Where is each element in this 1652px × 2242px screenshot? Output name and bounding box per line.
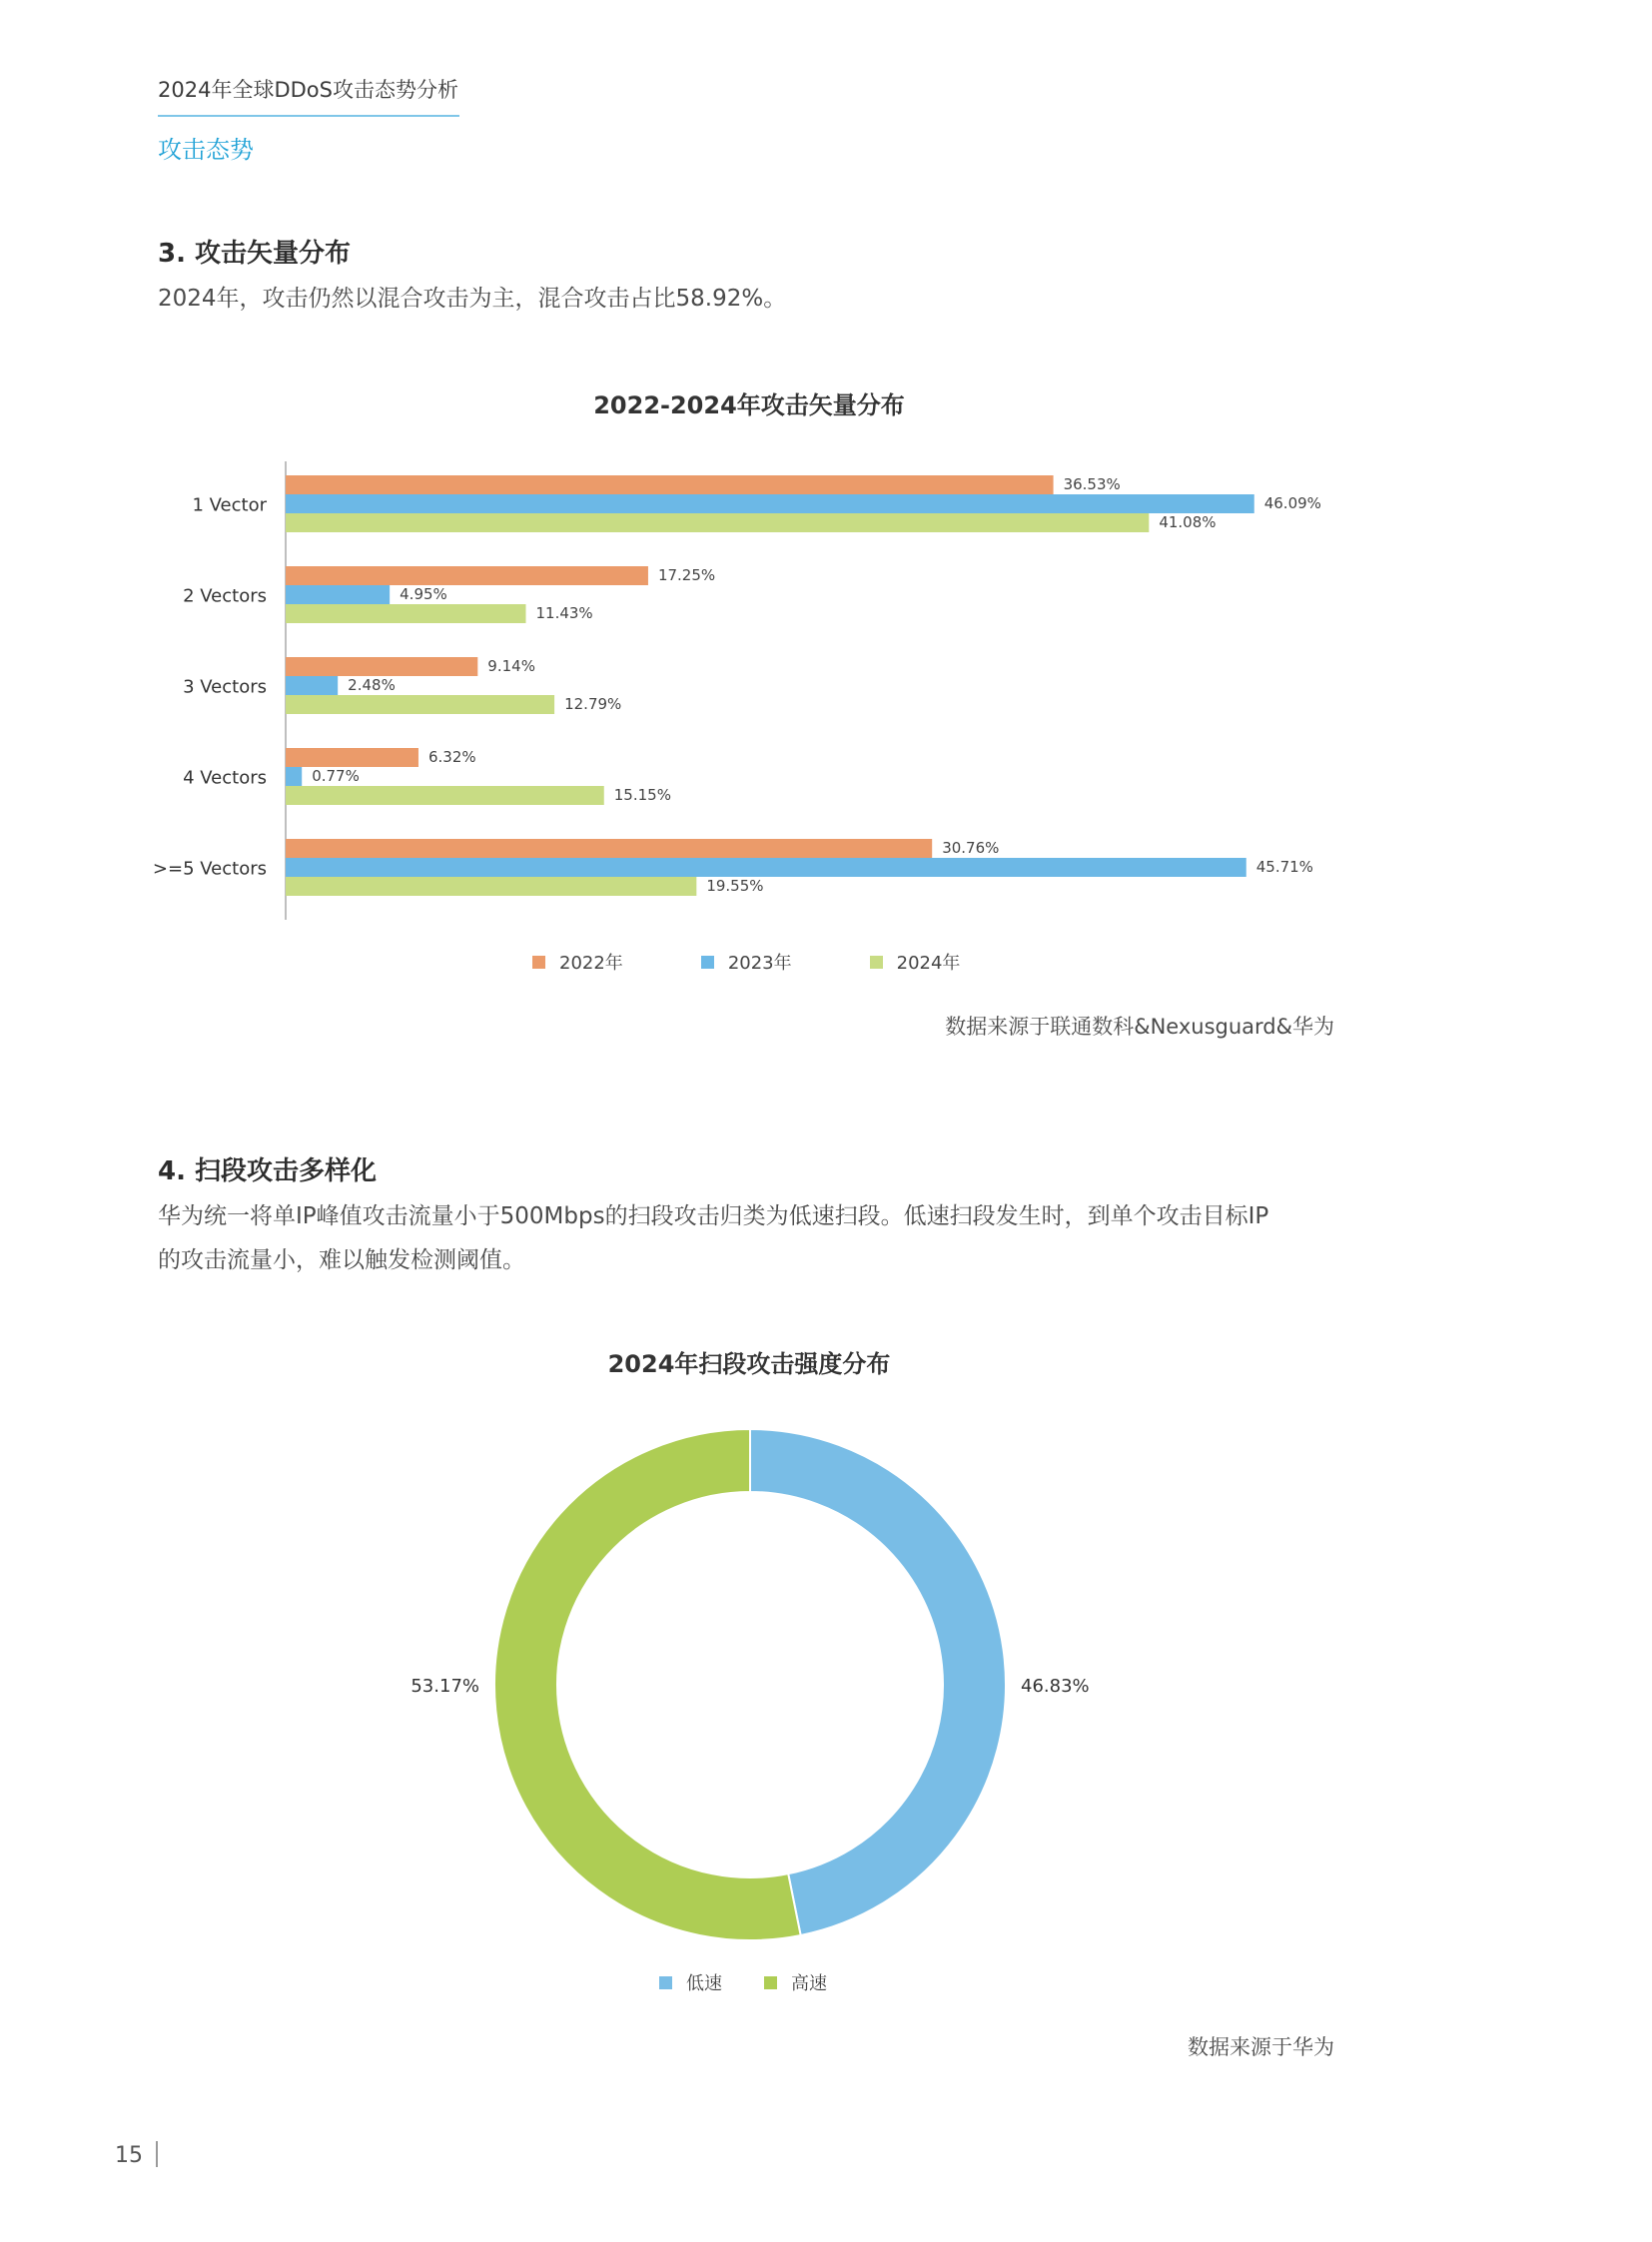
category-label-4-vectors: 4 Vectors xyxy=(183,767,267,789)
donut-slice-low-speed xyxy=(750,1429,1006,1935)
legend-label-high-speed: 高速 xyxy=(791,1973,827,1994)
bar-chart-legend xyxy=(532,949,960,975)
bar-2023-5-vectors xyxy=(286,858,1246,877)
legend-swatch-2024 xyxy=(870,956,883,969)
legend-swatch-high-speed xyxy=(764,1976,777,1989)
donut-chart-title: 2024年扫段攻击强度分布 xyxy=(607,1350,891,1378)
bar-2024-1-vector xyxy=(286,513,1149,532)
bar-2022-3-vectors xyxy=(286,657,477,676)
category-label-5-vectors: >=5 Vectors xyxy=(152,858,267,880)
category-label-1-vector: 1 Vector xyxy=(192,494,267,516)
data-label-2022-3-vectors: 9.14% xyxy=(487,657,535,675)
data-label-2023-3-vectors: 2.48% xyxy=(348,676,396,694)
section-tag: 攻击态势 xyxy=(158,136,254,164)
legend-item-2023 xyxy=(701,949,792,975)
page-number: 15 xyxy=(115,2143,143,2168)
data-label-2023-5-vectors: 45.71% xyxy=(1255,858,1313,876)
legend-item-low-speed xyxy=(659,1969,722,1995)
section4-paragraph-line2: 的攻击流量小，难以触发检测阈值。 xyxy=(158,1247,525,1273)
data-label-2024-2-vectors: 11.43% xyxy=(535,604,593,622)
donut-chart-legend xyxy=(659,1969,827,1995)
donut-chart-source: 数据来源于华为 xyxy=(1188,2035,1334,2059)
data-label-2022-4-vectors: 6.32% xyxy=(427,748,476,766)
data-label-2023-2-vectors: 4.95% xyxy=(400,585,447,603)
legend-label-2023: 2023年 xyxy=(727,953,792,974)
section4-paragraph-line1: 华为统一将单IP峰值攻击流量小于500Mbps的扫段攻击归类为低速扫段。低速扫段发生时，到单个攻击目标IP xyxy=(158,1203,1269,1229)
bar-2022-5-vectors xyxy=(286,839,932,858)
title-underline xyxy=(158,115,459,117)
bar-2022-4-vectors xyxy=(286,748,418,767)
legend-label-low-speed: 低速 xyxy=(686,1973,722,1994)
donut-label-high-speed: 53.17% xyxy=(411,1676,479,1697)
bar-chart xyxy=(0,439,1398,939)
donut-slice-high-speed xyxy=(494,1429,801,1940)
bar-2024-2-vectors xyxy=(286,604,525,623)
bar-2022-1-vector xyxy=(286,475,1054,494)
bar-2023-3-vectors xyxy=(286,676,338,695)
donut-chart xyxy=(0,1398,1199,1957)
document-title: 2024年全球DDoS攻击态势分析 xyxy=(158,78,458,102)
section4-heading: 4. 扫段攻击多样化 xyxy=(158,1156,378,1186)
bar-2023-1-vector xyxy=(286,494,1254,513)
bar-chart-source: 数据来源于联通数科&Nexusguard&华为 xyxy=(945,1015,1334,1039)
data-label-2024-5-vectors: 19.55% xyxy=(706,877,764,895)
data-label-2024-4-vectors: 15.15% xyxy=(613,786,671,804)
category-label-2-vectors: 2 Vectors xyxy=(183,585,267,607)
bar-2024-5-vectors xyxy=(286,877,696,896)
data-label-2024-1-vector: 41.08% xyxy=(1159,513,1217,531)
bar-2023-4-vectors xyxy=(286,767,302,786)
legend-label-2022: 2022年 xyxy=(559,953,623,974)
bar-2023-2-vectors xyxy=(286,585,390,604)
donut-label-low-speed: 46.83% xyxy=(1021,1676,1090,1697)
data-label-2022-2-vectors: 17.25% xyxy=(657,566,716,584)
legend-item-2022 xyxy=(532,949,623,975)
legend-label-2024: 2024年 xyxy=(896,953,961,974)
data-label-2022-1-vector: 36.53% xyxy=(1063,475,1121,493)
bar-chart-title: 2022-2024年攻击矢量分布 xyxy=(593,391,905,419)
bar-2022-2-vectors xyxy=(286,566,648,585)
bar-2024-3-vectors xyxy=(286,695,554,714)
data-label-2023-1-vector: 46.09% xyxy=(1263,494,1321,512)
section3-heading: 3. 攻击矢量分布 xyxy=(158,239,352,269)
legend-swatch-2022 xyxy=(532,956,545,969)
bar-2024-4-vectors xyxy=(286,786,604,805)
legend-swatch-2023 xyxy=(701,956,714,969)
data-label-2023-4-vectors: 0.77% xyxy=(312,767,360,785)
legend-swatch-low-speed xyxy=(659,1976,672,1989)
data-label-2024-3-vectors: 12.79% xyxy=(564,695,622,713)
section3-paragraph: 2024年，攻击仍然以混合攻击为主，混合攻击占比58.92%。 xyxy=(158,286,787,312)
page-number-divider xyxy=(156,2141,158,2167)
data-label-2022-5-vectors: 30.76% xyxy=(942,839,1000,857)
legend-item-2024 xyxy=(870,949,961,975)
category-label-3-vectors: 3 Vectors xyxy=(183,676,267,698)
legend-item-high-speed xyxy=(764,1969,827,1995)
